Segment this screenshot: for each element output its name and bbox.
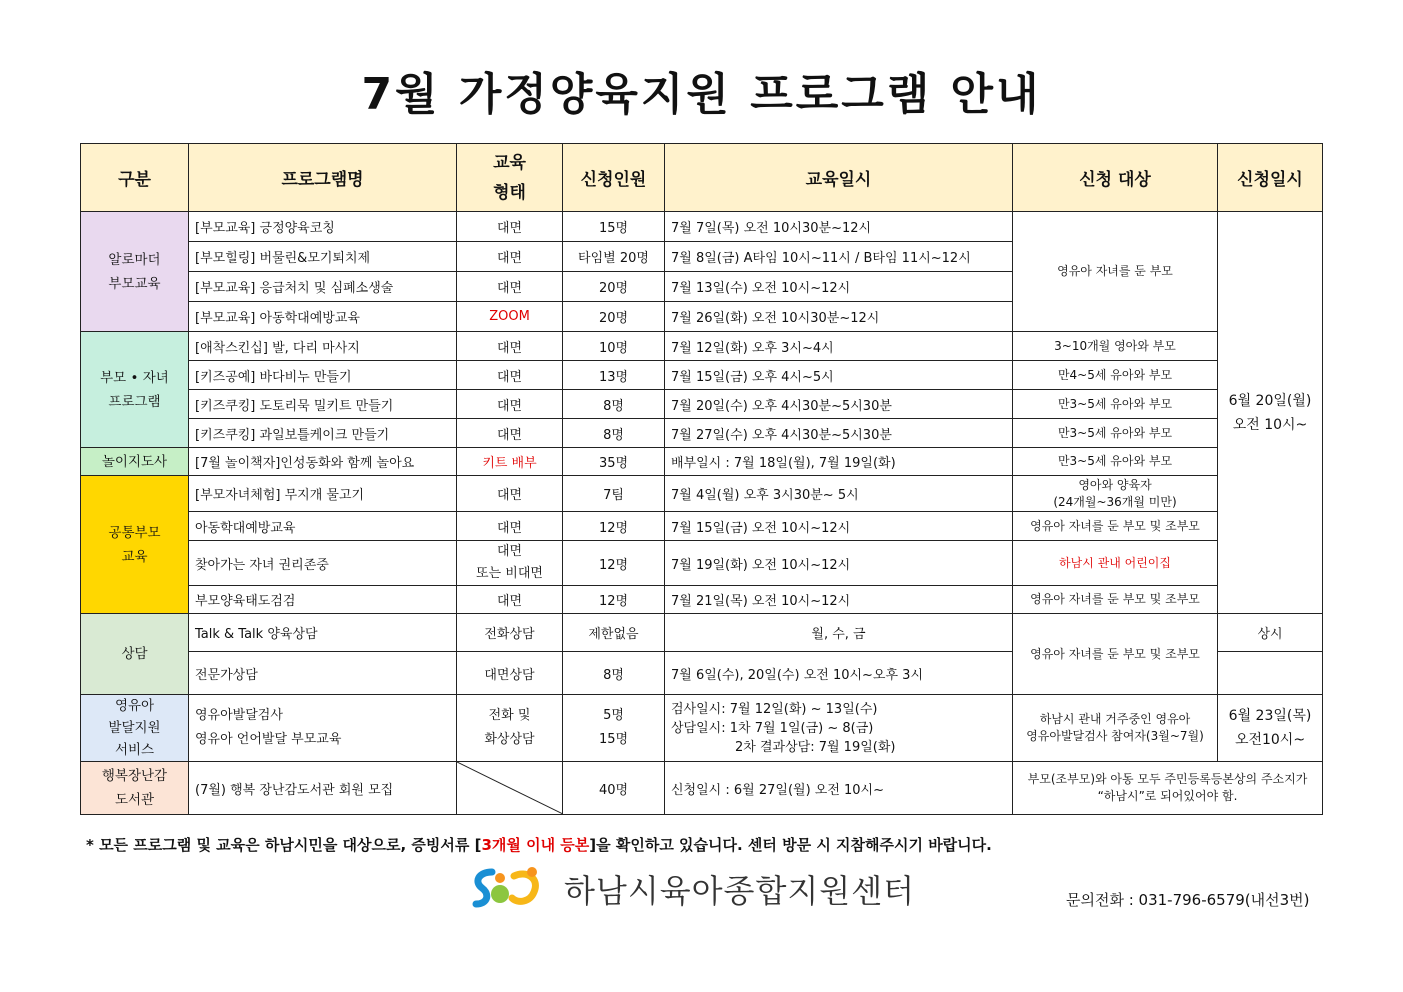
table-row <box>81 695 1323 762</box>
program-name: [부모교육] 응급처치 및 심폐소생술 <box>189 272 457 302</box>
table-row <box>81 361 1323 390</box>
program-type: 대면 또는 비대면 <box>457 541 563 586</box>
program-type: 대면 <box>457 242 563 272</box>
program-type: 전화상담 <box>457 614 563 652</box>
header-date: 교육일시 <box>665 144 1013 212</box>
program-count: 20명 <box>563 272 665 302</box>
program-name: [키즈쿠킹] 과일보틀케이크 만들기 <box>189 419 457 448</box>
program-target: 영유아 자녀를 둔 부모 <box>1013 212 1218 332</box>
program-date: 7월 27일(수) 오후 4시30분~5시30분 <box>665 419 1013 448</box>
program-date: 신청일시 : 6월 27일(월) 오전 10시~ <box>665 762 1013 815</box>
program-target: 만3~5세 유아와 부모 <box>1013 419 1218 448</box>
program-name: (7월) 행복 장난감도서관 회원 모집 <box>189 762 457 815</box>
program-count: 12명 <box>563 541 665 586</box>
program-count: 8명 <box>563 652 665 695</box>
program-type: 대면 <box>457 390 563 419</box>
header-count: 신청인원 <box>563 144 665 212</box>
header-type: 교육 형태 <box>457 144 563 212</box>
program-name: [부모자녀체험] 무지개 물고기 <box>189 476 457 512</box>
program-date: 배부일시 : 7월 18일(월), 7월 19일(화) <box>665 448 1013 476</box>
program-count: 8명 <box>563 419 665 448</box>
program-date: 7월 15일(금) 오후 4시~5시 <box>665 361 1013 390</box>
table-row <box>81 419 1323 448</box>
program-count: 제한없음 <box>563 614 665 652</box>
program-name: [7월 놀이책자]인성동화와 함께 놀아요 <box>189 448 457 476</box>
program-date: 검사일시: 7월 12일(화) ~ 13일(수) 상담일시: 1차 7월 1일(금) ~ 8(금) 2차 결과상담: 7월 19일(화) <box>665 695 1013 762</box>
table-row <box>81 448 1323 476</box>
contact-phone: 문의전화 : 031-796-6579(내선3번) <box>1066 891 1310 909</box>
program-date: 7월 4일(월) 오후 3시30분~ 5시 <box>665 476 1013 512</box>
apply-date: 6월 23일(목) 오전10시~ <box>1218 695 1323 762</box>
program-type: 전화 및 화상상담 <box>457 695 563 762</box>
category-common: 공통부모 교육 <box>81 476 189 614</box>
table-row <box>81 332 1323 361</box>
category-counsel: 상담 <box>81 614 189 695</box>
program-count: 10명 <box>563 332 665 361</box>
program-name: [부모교육] 긍정양육코칭 <box>189 212 457 242</box>
table-row <box>81 586 1323 614</box>
program-target: 3~10개월 영아와 부모 <box>1013 332 1218 361</box>
table-row <box>81 541 1323 586</box>
program-target: 만4~5세 유아와 부모 <box>1013 361 1218 390</box>
program-target: 영아와 양육자 (24개월~36개월 미만) <box>1013 476 1218 512</box>
center-logo <box>470 864 915 914</box>
category-dev: 영유아 발달지원 서비스 <box>81 695 189 762</box>
program-name: [키즈공예] 바다비누 만들기 <box>189 361 457 390</box>
table-row <box>81 762 1323 815</box>
program-count: 12명 <box>563 586 665 614</box>
program-target: 하남시 관내 거주중인 영유아 영유아발달검사 참여자(3월~7월) <box>1013 695 1218 762</box>
program-count: 40명 <box>563 762 665 815</box>
program-count: 타임별 20명 <box>563 242 665 272</box>
program-target: 영유아 자녀를 둔 부모 및 조부모 <box>1013 586 1218 614</box>
program-date: 7월 15일(금) 오전 10시~12시 <box>665 512 1013 541</box>
program-type: 대면 <box>457 272 563 302</box>
table-row <box>81 212 1323 242</box>
program-type: 대면 <box>457 586 563 614</box>
header-program: 프로그램명 <box>189 144 457 212</box>
program-table <box>80 143 1323 815</box>
program-name: 전문가상담 <box>189 652 457 695</box>
program-date: 7월 6일(수), 20일(수) 오전 10시~오후 3시 <box>665 652 1013 695</box>
program-date: 7월 20일(수) 오후 4시30분~5시30분 <box>665 390 1013 419</box>
program-count: 20명 <box>563 302 665 332</box>
program-target: 하남시 관내 어린이집 <box>1013 541 1218 586</box>
program-type: 대면 <box>457 476 563 512</box>
program-target: 영유아 자녀를 둔 부모 및 조부모 <box>1013 512 1218 541</box>
program-count: 8명 <box>563 390 665 419</box>
table-row <box>81 476 1323 512</box>
apply-date <box>1218 652 1323 695</box>
table-row <box>81 614 1323 652</box>
footnote: * 모든 프로그램 및 교육은 하남시민을 대상으로, 증빙서류 [3개월 이내 등본]을 확인하고 있습니다. 센터 방문 시 지참해주시기 바랍니다. <box>86 836 992 854</box>
program-date: 7월 7일(목) 오전 10시30분~12시 <box>665 212 1013 242</box>
program-target: 영유아 자녀를 둔 부모 및 조부모 <box>1013 614 1218 695</box>
header-category: 구분 <box>81 144 189 212</box>
program-count: 15명 <box>563 212 665 242</box>
category-play: 놀이지도사 <box>81 448 189 476</box>
program-date: 7월 12일(화) 오후 3시~4시 <box>665 332 1013 361</box>
program-type: ZOOM <box>457 302 563 332</box>
program-name: [애착스킨십] 발, 다리 마사지 <box>189 332 457 361</box>
program-name: 영유아발달검사 영유아 언어발달 부모교육 <box>189 695 457 762</box>
program-count: 12명 <box>563 512 665 541</box>
apply-date-main: 6월 20일(월) 오전 10시~ <box>1218 212 1323 614</box>
program-name: 찾아가는 자녀 권리존중 <box>189 541 457 586</box>
header-apply: 신청일시 <box>1218 144 1323 212</box>
program-date: 7월 21일(목) 오전 10시~12시 <box>665 586 1013 614</box>
program-type: 대면 <box>457 512 563 541</box>
center-name: 하남시육아종합지원센터 <box>564 872 916 910</box>
program-date: 7월 13일(수) 오전 10시~12시 <box>665 272 1013 302</box>
program-date: 7월 26일(화) 오전 10시30분~12시 <box>665 302 1013 332</box>
program-type: 대면 <box>457 332 563 361</box>
header-target: 신청 대상 <box>1013 144 1218 212</box>
program-target: 만3~5세 유아와 부모 <box>1013 448 1218 476</box>
table-row <box>81 390 1323 419</box>
program-count: 7팀 <box>563 476 665 512</box>
table-header-row <box>81 144 1323 212</box>
category-library: 행복장난감 도서관 <box>81 762 189 815</box>
program-count: 13명 <box>563 361 665 390</box>
program-date: 7월 8일(금) A타임 10시~11시 / B타임 11시~12시 <box>665 242 1013 272</box>
table-row <box>81 512 1323 541</box>
empty-diagonal-cell <box>457 762 563 815</box>
program-name: 부모양육태도검검 <box>189 586 457 614</box>
program-name: 아동학대예방교육 <box>189 512 457 541</box>
program-count: 35명 <box>563 448 665 476</box>
program-date: 7월 19일(화) 오전 10시~12시 <box>665 541 1013 586</box>
program-count: 5명 15명 <box>563 695 665 762</box>
program-type: 키트 배부 <box>457 448 563 476</box>
program-date: 월, 수, 금 <box>665 614 1013 652</box>
program-name: [키즈쿠킹] 도토리묵 밀키트 만들기 <box>189 390 457 419</box>
page-title: 7월 가정양육지원 프로그램 안내 <box>361 69 1042 120</box>
program-type: 대면 <box>457 361 563 390</box>
program-type: 대면 <box>457 419 563 448</box>
program-name: Talk & Talk 양육상담 <box>189 614 457 652</box>
category-parent-child: 부모 • 자녀 프로그램 <box>81 332 189 448</box>
program-type: 대면상담 <box>457 652 563 695</box>
program-target: 만3~5세 유아와 부모 <box>1013 390 1218 419</box>
category-aroma: 알로마더 부모교육 <box>81 212 189 332</box>
center-logo-icon <box>470 864 552 914</box>
program-target: 부모(조부모)와 아동 모두 주민등록등본상의 주소지가 “하남시”로 되어있어야 함. <box>1013 762 1323 815</box>
diagonal-line <box>457 762 563 814</box>
program-name: [부모교육] 아동학대예방교육 <box>189 302 457 332</box>
program-name: [부모힐링] 버물린&모기퇴치제 <box>189 242 457 272</box>
apply-date: 상시 <box>1218 614 1323 652</box>
program-type: 대면 <box>457 212 563 242</box>
